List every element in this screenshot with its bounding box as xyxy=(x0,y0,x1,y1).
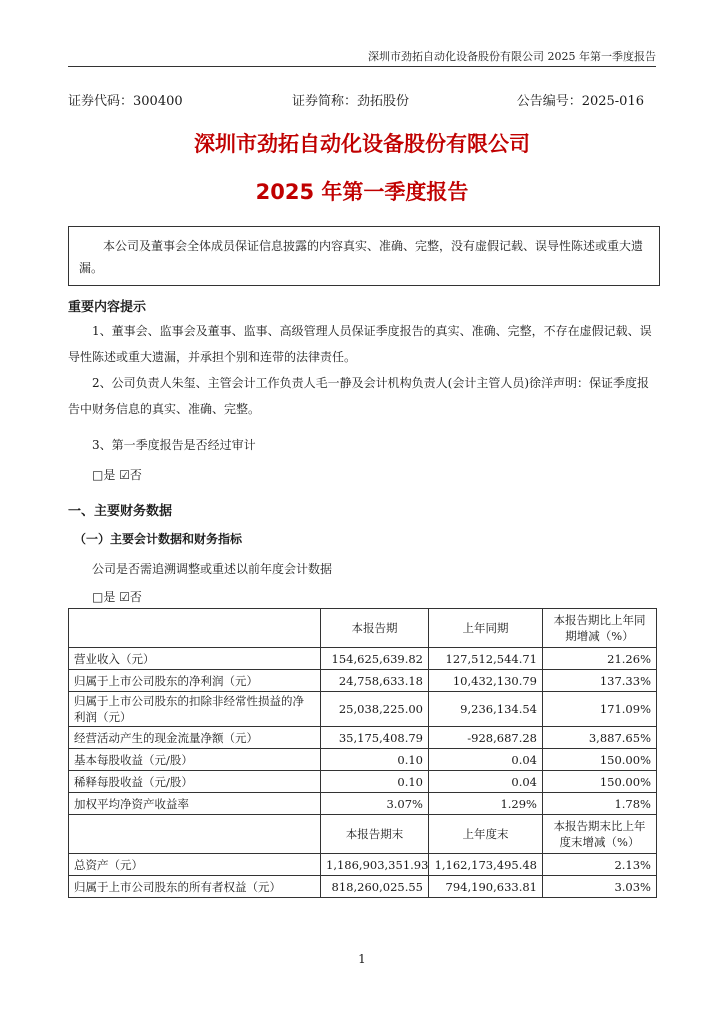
period-end-value: 818,260,025.55 xyxy=(321,876,429,898)
running-header: 深圳市劲拓自动化设备股份有限公司 2025 年第一季度报告 xyxy=(368,50,656,63)
current-value: 0.10 xyxy=(321,771,429,793)
row-label: 总资产（元） xyxy=(69,854,321,876)
table-row xyxy=(69,749,657,771)
table-row xyxy=(69,727,657,749)
important-paragraph-1: 1、董事会、监事会及董事、监事、高级管理人员保证季度报告的真实、准确、完整，不存在虚假记载、误导性陈述或重大遗漏，并承担个别和连带的法律责任。 xyxy=(68,324,652,364)
important-heading: 重要内容提示 xyxy=(68,300,147,315)
row-label: 稀释每股收益（元/股） xyxy=(69,771,321,793)
header-cell: 本报告期末比上年度末增减（%） xyxy=(543,815,657,854)
audit-answer: □是 ☑否 xyxy=(92,468,142,482)
header-cell xyxy=(69,815,321,854)
current-value: 0.10 xyxy=(321,749,429,771)
change-value: 3.03% xyxy=(543,876,657,898)
row-label: 基本每股收益（元/股） xyxy=(69,749,321,771)
header-rule xyxy=(68,66,656,67)
header-cell: 上年度末 xyxy=(429,815,543,854)
change-value: 21.26% xyxy=(543,648,657,670)
row-label: 加权平均净资产收益率 xyxy=(69,793,321,815)
current-value: 35,175,408.79 xyxy=(321,727,429,749)
row-label: 经营活动产生的现金流量净额（元） xyxy=(69,727,321,749)
prior-value: 127,512,544.71 xyxy=(429,648,543,670)
stock-short-name: 证券简称：劲拓股份 xyxy=(292,94,410,109)
row-label: 归属于上市公司股东的扣除非经常性损益的净利润（元） xyxy=(69,692,321,727)
prior-value: 0.04 xyxy=(429,771,543,793)
table-row xyxy=(69,793,657,815)
header-cell: 本报告期末 xyxy=(321,815,429,854)
company-name: 深圳市劲拓自动化设备股份有限公司 xyxy=(194,132,530,156)
header-cell: 上年同期 xyxy=(429,609,543,648)
table-row xyxy=(69,692,657,727)
stock-code: 证券代码：300400 xyxy=(68,94,183,109)
table-row xyxy=(69,854,657,876)
row-label: 归属于上市公司股东的所有者权益（元） xyxy=(69,876,321,898)
change-value: 137.33% xyxy=(543,670,657,692)
header-cell xyxy=(69,609,321,648)
disclosure-notice: 本公司及董事会全体成员保证信息披露的内容真实、准确、完整，没有虚假记载、误导性陈述或重大遗漏。 xyxy=(68,226,660,286)
subsection-heading: （一）主要会计数据和财务指标 xyxy=(74,532,243,546)
table-header-row xyxy=(69,815,657,854)
current-value: 24,758,633.18 xyxy=(321,670,429,692)
restatement-question: 公司是否需追溯调整或重述以前年度会计数据 xyxy=(92,562,333,576)
prior-value: 0.04 xyxy=(429,749,543,771)
period-end-value: 1,186,903,351.93 xyxy=(321,854,429,876)
financial-data-table xyxy=(68,608,657,898)
restatement-answer: □是 ☑否 xyxy=(92,590,142,604)
row-label: 归属于上市公司股东的净利润（元） xyxy=(69,670,321,692)
table-row xyxy=(69,876,657,898)
header-cell: 本报告期 xyxy=(321,609,429,648)
table-row xyxy=(69,648,657,670)
change-value: 150.00% xyxy=(543,749,657,771)
prior-value: 9,236,134.54 xyxy=(429,692,543,727)
prior-value: 10,432,130.79 xyxy=(429,670,543,692)
row-label: 营业收入（元） xyxy=(69,648,321,670)
change-value: 171.09% xyxy=(543,692,657,727)
page-number: 1 xyxy=(358,952,366,966)
notice-number: 公告编号：2025-016 xyxy=(516,94,644,109)
change-value: 2.13% xyxy=(543,854,657,876)
change-value: 1.78% xyxy=(543,793,657,815)
prior-value: -928,687.28 xyxy=(429,727,543,749)
table-row xyxy=(69,670,657,692)
year-end-value: 794,190,633.81 xyxy=(429,876,543,898)
audit-question: 3、第一季度报告是否经过审计 xyxy=(92,438,256,452)
report-title: 2025 年第一季度报告 xyxy=(255,180,469,204)
year-end-value: 1,162,173,495.48 xyxy=(429,854,543,876)
important-paragraph-2: 2、公司负责人朱玺、主管会计工作负责人毛一静及会计机构负责人(会计主管人员)徐洋声明：保证季度报告中财务信息的真实、准确、完整。 xyxy=(68,376,650,416)
current-value: 25,038,225.00 xyxy=(321,692,429,727)
table-row xyxy=(69,771,657,793)
change-value: 3,887.65% xyxy=(543,727,657,749)
prior-value: 1.29% xyxy=(429,793,543,815)
change-value: 150.00% xyxy=(543,771,657,793)
current-value: 3.07% xyxy=(321,793,429,815)
header-cell: 本报告期比上年同期增减（%） xyxy=(543,609,657,648)
current-value: 154,625,639.82 xyxy=(321,648,429,670)
table-header-row xyxy=(69,609,657,648)
section-heading: 一、主要财务数据 xyxy=(68,504,173,519)
